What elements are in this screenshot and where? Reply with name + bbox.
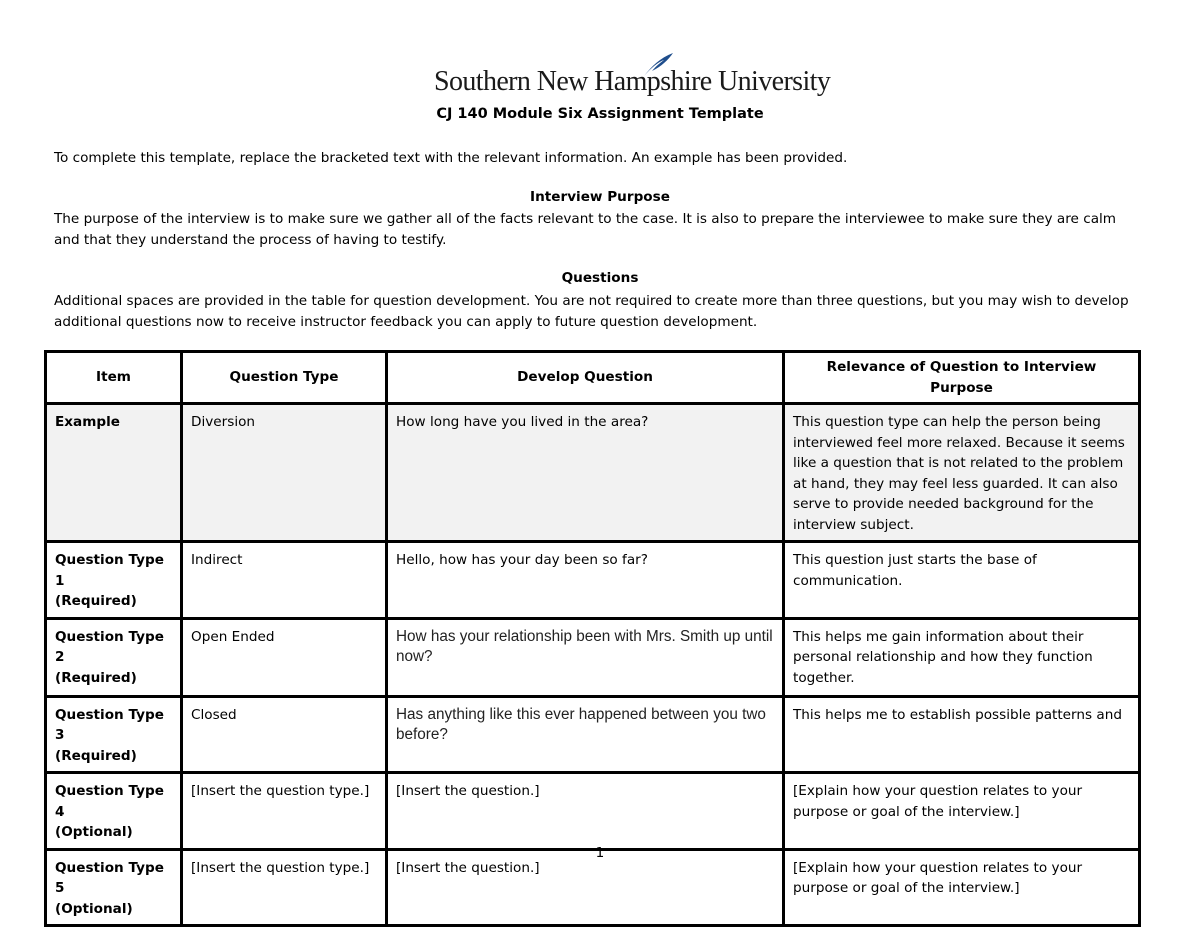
question-type-cell: [Insert the question type.] bbox=[182, 773, 387, 850]
item-cell bbox=[46, 618, 182, 696]
question-type-cell: [Insert the question type.] bbox=[182, 849, 387, 926]
questions-table bbox=[44, 350, 1141, 927]
relevance-cell: This question type can help the person being interviewed feel more relaxed. Because it seems like a question that is not related to the problem at hand, they may feel less guarded. It can also serve to provide needed background for the interview subject. bbox=[784, 404, 1140, 542]
university-name: Southern New Hampshire University bbox=[434, 66, 831, 97]
question-type-cell: Diversion bbox=[182, 404, 387, 542]
relevance-cell: [Explain how your question relates to your purpose or goal of the interview.] bbox=[784, 849, 1140, 926]
question-cell: Has anything like this ever happened between you two before? bbox=[387, 696, 784, 773]
header-relevance: Relevance of Question to Interview Purpose bbox=[784, 352, 1140, 404]
item-requirement: (Optional) bbox=[55, 824, 133, 840]
relevance-cell: This helps me gain information about their personal relationship and how they function together. bbox=[784, 618, 1140, 696]
question-cell: How long have you lived in the area? bbox=[387, 404, 784, 542]
relevance-cell: This helps me to establish possible patterns and bbox=[784, 696, 1140, 773]
header-develop-question: Develop Question bbox=[387, 352, 784, 404]
item-label: Question Type 5 bbox=[55, 859, 164, 896]
question-type-cell: Closed bbox=[182, 696, 387, 773]
page-number: 1 bbox=[595, 845, 605, 861]
question-cell: [Insert the question.] bbox=[387, 773, 784, 850]
table-row bbox=[46, 542, 1140, 619]
question-type-cell: Open Ended bbox=[182, 618, 387, 696]
table-row bbox=[46, 618, 1140, 696]
university-logo bbox=[434, 52, 831, 102]
item-requirement: (Required) bbox=[55, 669, 137, 686]
interview-purpose-text: The purpose of the interview is to make sure we gather all of the facts relevant to the case. It is also to prepare the interviewee to make sure they are calm and that they understand the process of having to testify. bbox=[54, 211, 1117, 248]
questions-heading: Questions bbox=[561, 270, 639, 286]
instructions-text: To complete this template, replace the bracketed text with the relevant information. An example has been provided. bbox=[54, 150, 848, 166]
relevance-cell: [Explain how your question relates to your purpose or goal of the interview.] bbox=[784, 773, 1140, 850]
questions-text: Additional spaces are provided in the table for question development. You are not required to create more than three questions, but you may wish to develop additional questions now to receive instructor feedback you can apply to future question development. bbox=[54, 293, 1129, 330]
item-label: Example bbox=[55, 414, 121, 430]
item-label: Question Type 1 bbox=[55, 552, 164, 589]
item-requirement: (Required) bbox=[55, 747, 137, 764]
table-row bbox=[46, 773, 1140, 850]
item-cell bbox=[46, 696, 182, 773]
interview-purpose-heading: Interview Purpose bbox=[530, 189, 670, 205]
item-cell bbox=[46, 404, 182, 542]
table-row bbox=[46, 696, 1140, 773]
header-item: Item bbox=[46, 352, 182, 404]
item-label: Question Type 3 bbox=[55, 706, 164, 743]
question-cell: Hello, how has your day been so far? bbox=[387, 542, 784, 619]
item-label: Question Type 4 bbox=[55, 783, 164, 820]
table-header-row bbox=[46, 352, 1140, 404]
question-type-cell: Indirect bbox=[182, 542, 387, 619]
header-question-type: Question Type bbox=[182, 352, 387, 404]
table-row bbox=[46, 404, 1140, 542]
document-title: CJ 140 Module Six Assignment Template bbox=[436, 106, 764, 122]
item-requirement: (Optional) bbox=[55, 900, 133, 917]
relevance-cell: This question just starts the base of communication. bbox=[784, 542, 1140, 619]
item-cell bbox=[46, 542, 182, 619]
item-requirement: (Required) bbox=[55, 593, 137, 609]
item-cell bbox=[46, 773, 182, 850]
item-label: Question Type 2 bbox=[55, 628, 164, 665]
question-cell: How has your relationship been with Mrs. Smith up until now? bbox=[387, 618, 784, 696]
question-cell: [Insert the question.] bbox=[387, 849, 784, 926]
